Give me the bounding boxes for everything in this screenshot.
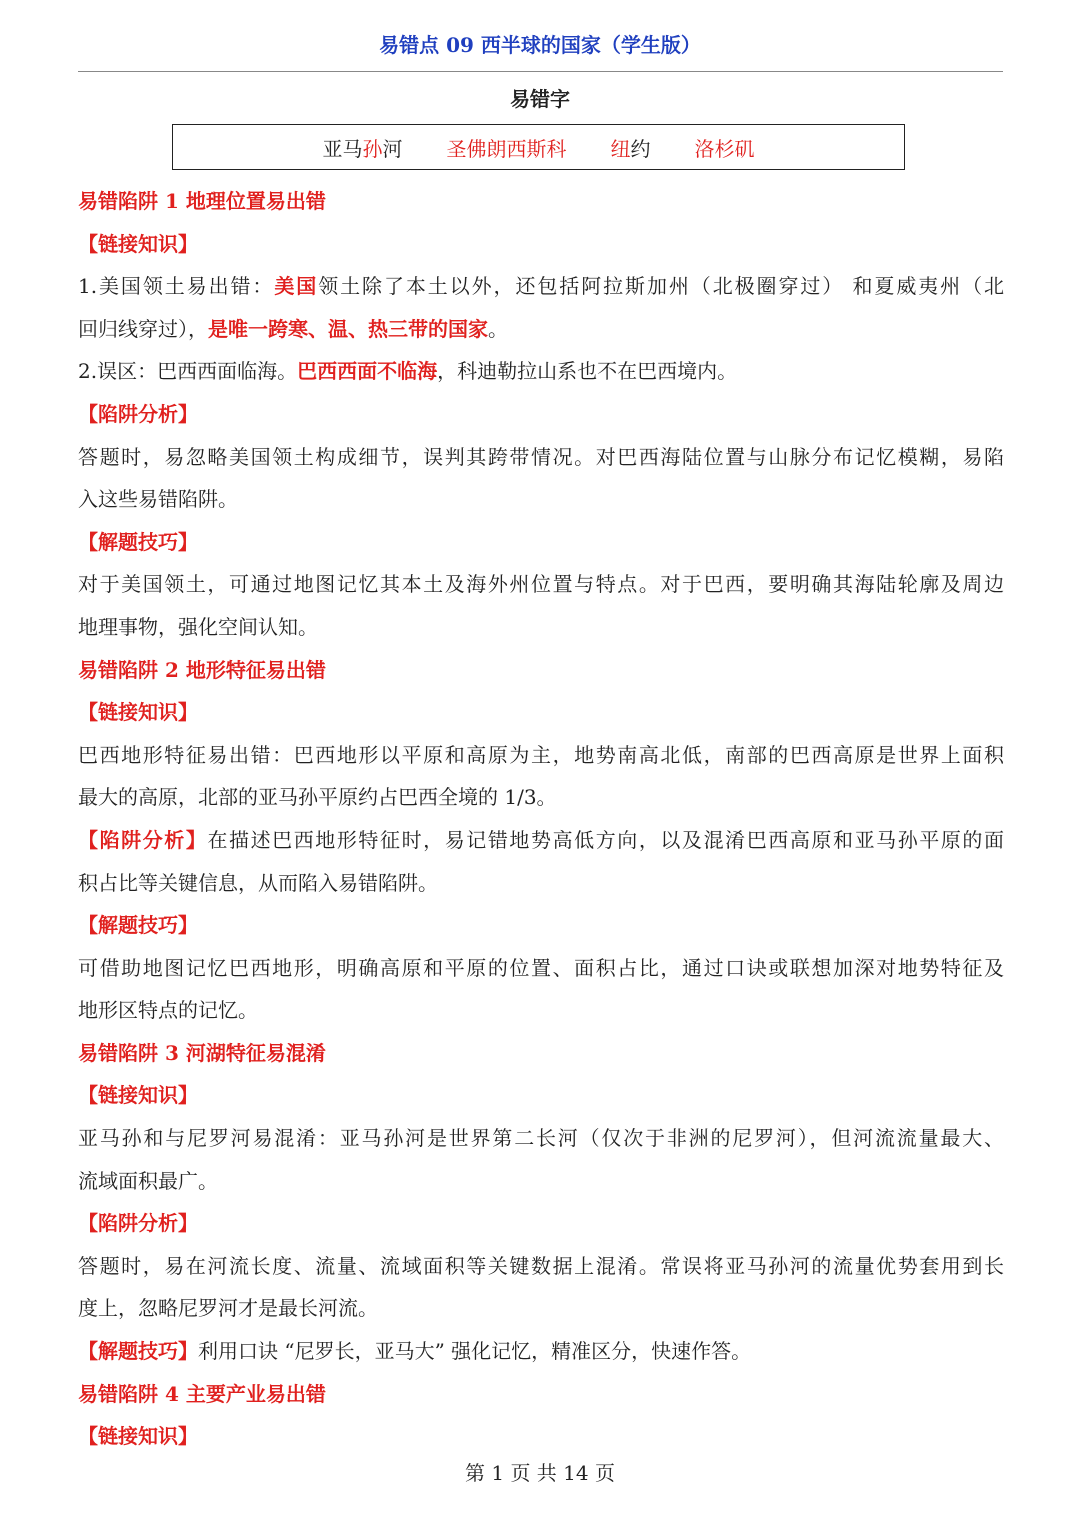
main-content — [78, 180, 1004, 1458]
paragraph-line: 2.误区：巴西西面临海。巴西西面不临海，科迪勒拉山系也不在巴西境内。 — [78, 359, 738, 384]
paragraph-line: 答题时，易忽略美国领土构成细节，误判其跨带情况。对巴西海陆位置与山脉分布记忆模糊，易陷 — [78, 444, 1004, 469]
paragraph-line: 地理事物，强化空间认知。 — [78, 614, 318, 639]
paragraph-line: 1.美国领土易出错：美国领土除了本土以外，还包括阿拉斯加州（北极圈穿过） 和夏威夷州（北 — [78, 274, 1004, 299]
word-amazon-river: 亚马孙河 — [322, 136, 403, 161]
paragraph-line: 【解题技巧】利用口诀 “尼罗长，亚马大” 强化记忆，精准区分，快速作答。 — [78, 1339, 752, 1364]
trap-title-3: 易错陷阱 3 河湖特征易混淆 — [78, 1040, 326, 1065]
trap-analysis-label: 【陷阱分析】 — [78, 1211, 198, 1236]
paragraph-line: 积占比等关键信息，从而陷入易错陷阱。 — [78, 870, 438, 895]
header-divider — [78, 71, 1003, 72]
document-title: 易错点 09 西半球的国家（学生版） — [379, 33, 701, 57]
word-los-angeles: 洛杉矶 — [694, 136, 755, 161]
solving-tips-label: 【解题技巧】 — [78, 529, 198, 554]
paragraph-line: 可借助地图记忆巴西地形，明确高原和平原的位置、面积占比，通过口诀或联想加深对地势特征及 — [78, 955, 1004, 980]
paragraph-line: 流域面积最广。 — [78, 1168, 218, 1193]
link-knowledge-label: 【链接知识】 — [78, 1424, 198, 1449]
trap-title-4: 易错陷阱 4 主要产业易出错 — [78, 1381, 326, 1406]
paragraph-line: 最大的高原，北部的亚马孙平原约占巴西全境的 1/3。 — [78, 785, 557, 810]
paragraph-line: 度上，忽略尼罗河才是最长河流。 — [78, 1296, 378, 1321]
paragraph-line: 回归线穿过），是唯一跨寒、温、热三带的国家。 — [78, 316, 508, 341]
trap-title-1: 易错陷阱 1 地理位置易出错 — [78, 189, 326, 213]
page-footer: 第 1 页 共 14 页 — [465, 1461, 615, 1485]
paragraph-line: 【陷阱分析】在描述巴西地形特征时，易记错地势高低方向，以及混淆巴西高原和亚马孙平原的面 — [78, 827, 1005, 852]
paragraph-line: 入这些易错陷阱。 — [78, 487, 238, 512]
link-knowledge-label: 【链接知识】 — [78, 700, 198, 725]
link-knowledge-label: 【链接知识】 — [78, 231, 198, 256]
word-san-francisco: 圣佛朗西斯科 — [446, 136, 567, 161]
word-new-york: 纽约 — [610, 136, 651, 161]
paragraph-line: 答题时，易在河流长度、流量、流域面积等关键数据上混淆。常误将亚马孙河的流量优势套用到长 — [78, 1253, 1004, 1278]
solving-tips-label: 【解题技巧】 — [78, 913, 198, 938]
trap-analysis-label: 【陷阱分析】 — [78, 401, 198, 426]
paragraph-line: 巴西地形特征易出错：巴西地形以平原和高原为主，地势南高北低，南部的巴西高原是世界上面积 — [78, 742, 1004, 767]
paragraph-line: 地形区特点的记忆。 — [78, 998, 258, 1023]
link-knowledge-label: 【链接知识】 — [78, 1083, 198, 1108]
section-heading: 易错字 — [510, 87, 570, 111]
error-prone-words-box — [172, 124, 905, 170]
paragraph-line: 对于美国领土，可通过地图记忆其本土及海外州位置与特点。对于巴西，要明确其海陆轮廓及周边 — [78, 572, 1004, 597]
paragraph-line: 亚马孙和与尼罗河易混淆：亚马孙河是世界第二长河（仅次于非洲的尼罗河），但河流流量最大、 — [78, 1126, 1004, 1151]
trap-title-2: 易错陷阱 2 地形特征易出错 — [78, 657, 326, 682]
